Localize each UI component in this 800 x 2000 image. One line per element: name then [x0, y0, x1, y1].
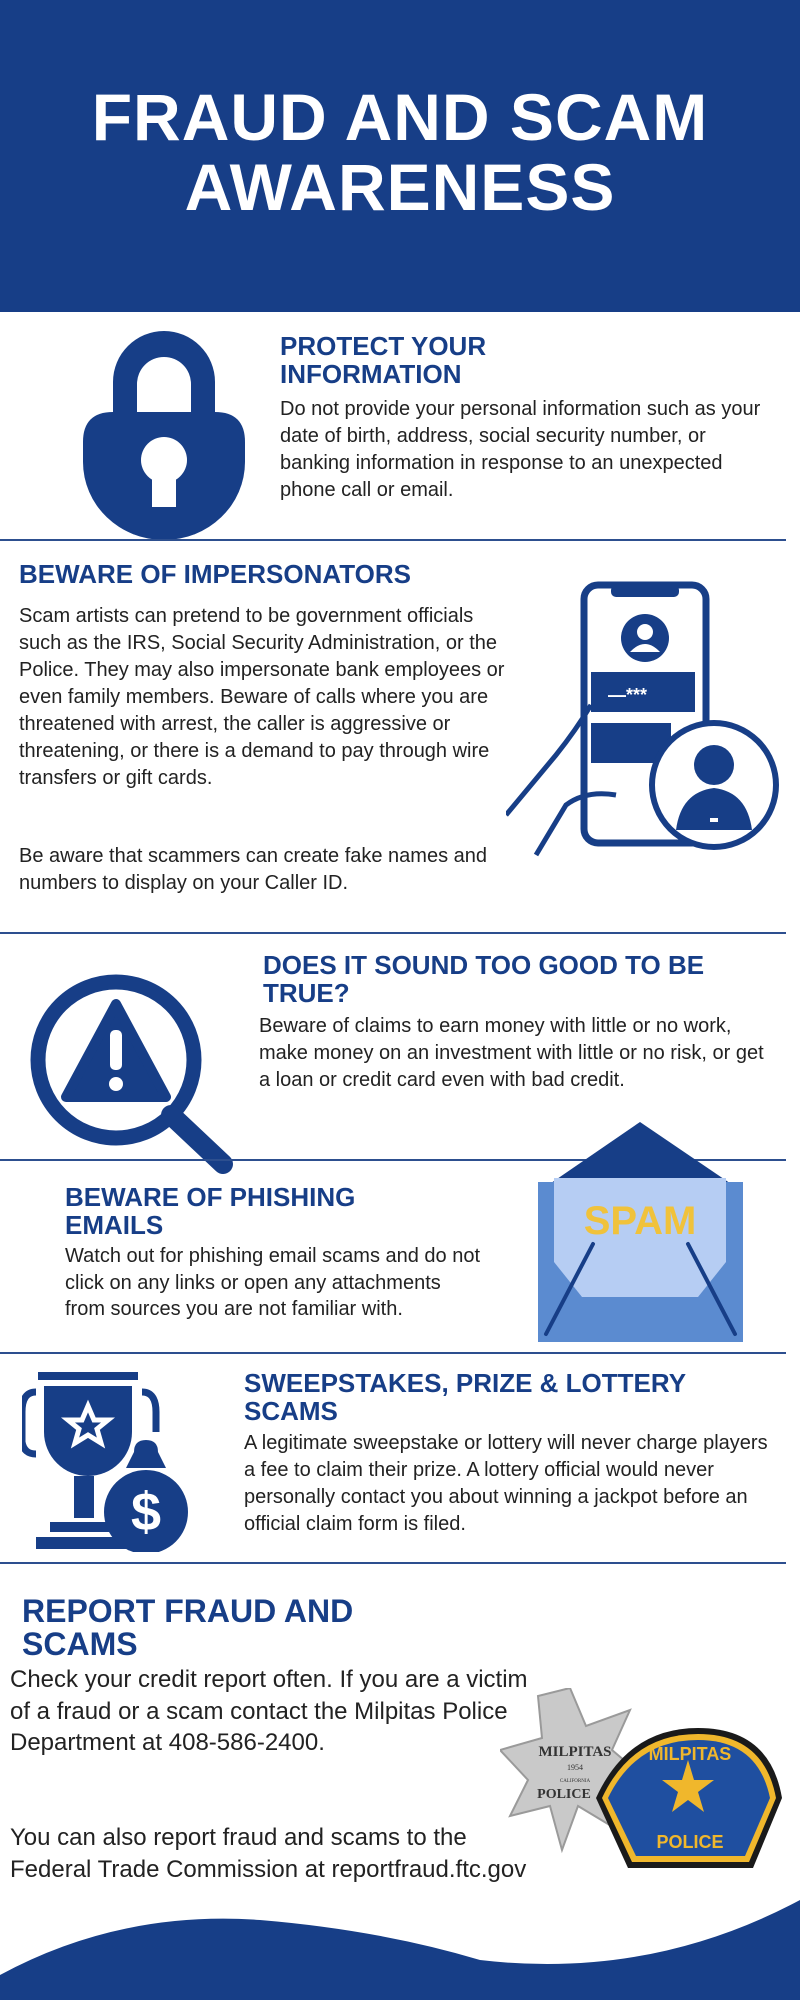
section-body-sweepstakes: A legitimate sweepstake or lottery will never charge players a fee to claim their prize. A lottery official would never personally contact you about winning a jackpot before an official claim form is filed. [244, 1432, 768, 1535]
section-heading-phishing: BEWARE OF PHISHING EMAILS [65, 1182, 356, 1240]
page-title: FRAUD AND SCAM AWARENESS [91, 80, 709, 224]
section-body-too-good: Beware of claims to earn money with little or no work, make money on an investment with little or no risk, or get a loan or credit card even with bad credit. [259, 1015, 764, 1091]
warning-magnifier-icon [28, 972, 234, 1178]
section-heading-sweepstakes: SWEEPSTAKES, PRIZE & LOTTERY SCAMS [244, 1368, 686, 1426]
section-heading-impersonators: BEWARE OF IMPERSONATORS [19, 559, 411, 589]
lock-icon [83, 322, 245, 540]
header-banner [0, 0, 800, 312]
svg-text:$: $ [130, 1482, 162, 1542]
divider [0, 539, 786, 541]
spam-envelope-icon [538, 1122, 743, 1344]
section-body-impersonators: Scam artists can pretend to be government officials such as the IRS, Social Security Administration, or the Police. They may also impersonate bank employees or even family members. Beware of calls where you are threatened with arrest, the caller is aggressive or threatening, or there is a demand to pay through wire transfers or gift cards. [19, 605, 505, 789]
svg-text:MILPITAS: MILPITAS [538, 1744, 612, 1760]
footer-wave [0, 1890, 800, 2000]
svg-text:1954: 1954 [567, 1763, 583, 1772]
trophy-money-icon [22, 1372, 208, 1552]
section-body-phishing: Watch out for phishing email scams and do not click on any links or open any attachments from sources you are not familiar with. [65, 1245, 481, 1320]
phone-scammer-icon [506, 580, 786, 860]
section-body-callerid: Be aware that scammers can create fake names and numbers to display on your Caller ID. [19, 845, 488, 894]
svg-text:POLICE: POLICE [537, 1787, 591, 1802]
patch-badge [596, 1728, 782, 1868]
spam-label: SPAM [583, 1199, 697, 1243]
svg-text:POLICE: POLICE [656, 1832, 724, 1852]
masked-text: —*** [608, 685, 648, 705]
police-badges-icon [500, 1688, 784, 1873]
divider [0, 1352, 786, 1354]
svg-text:CALIFORNIA: CALIFORNIA [559, 1779, 591, 1784]
section-heading-too-good: DOES IT SOUND TOO GOOD TO BE TRUE? [263, 950, 705, 1008]
divider [0, 1562, 786, 1564]
svg-text:MILPITAS: MILPITAS [648, 1744, 732, 1764]
section-body-protect: Do not provide your personal information such as your date of birth, address, social security number, or banking information in response to an unexpected phone call or email. [280, 398, 761, 501]
section-heading-report: REPORT FRAUD AND SCAMS [22, 1593, 354, 1662]
section-body-report: Check your credit report often. If you are a victim of a fraud or a scam contact the Milpitas Police Department at 408-586-2400. [10, 1666, 528, 1756]
section-body-ftc: You can also report fraud and scams to the Federal Trade Commission at reportfraud.ftc.gov [10, 1824, 527, 1883]
section-heading-protect: PROTECT YOUR INFORMATION [280, 331, 487, 389]
divider [0, 932, 786, 934]
